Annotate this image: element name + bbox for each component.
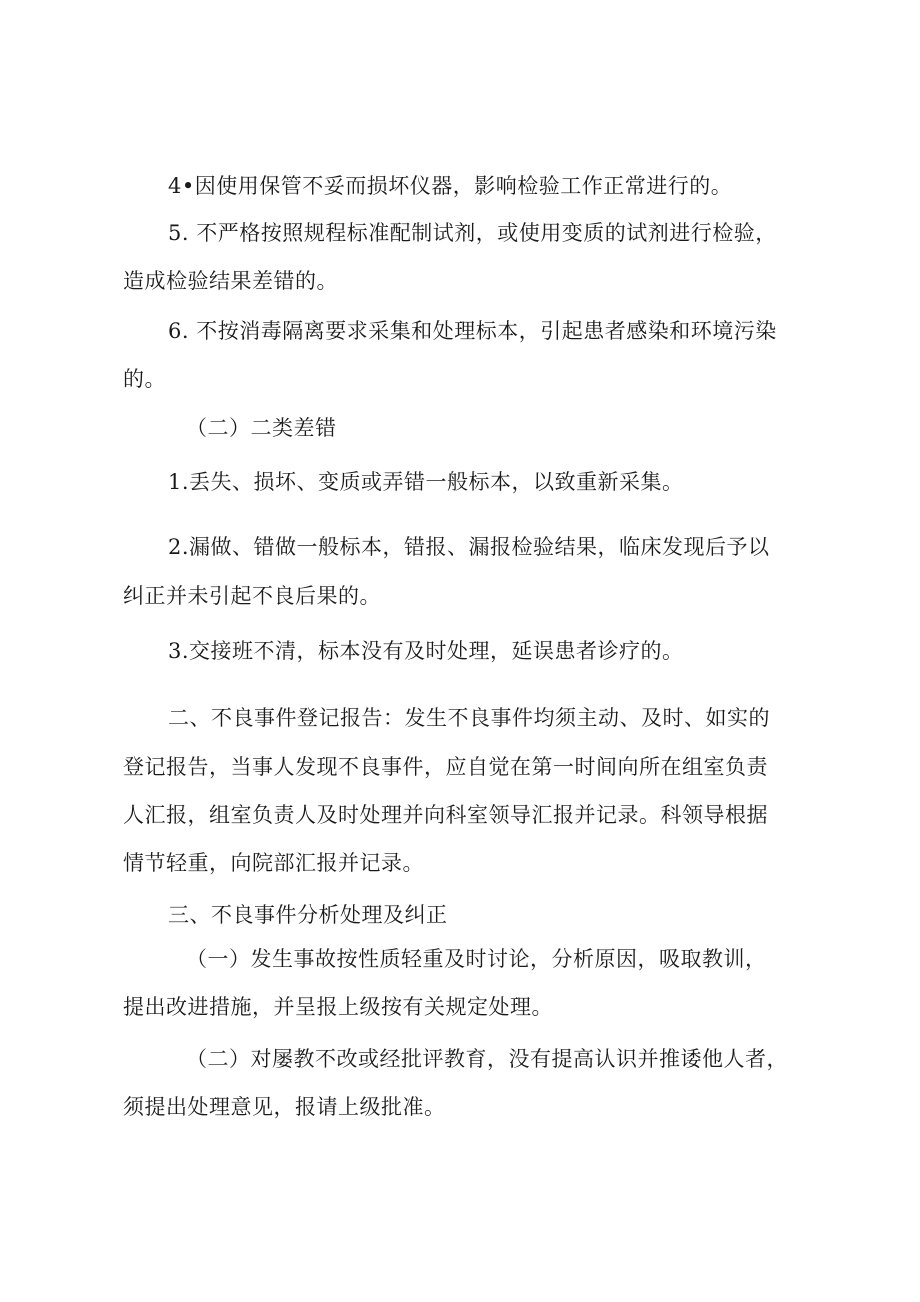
- section-two-report-cont-3: 情节轻重，向院部汇报并记录。: [123, 851, 424, 875]
- section-three-heading: 三、不良事件分析处理及纠正: [168, 903, 448, 927]
- section-three-item-1-cont: 提出改进措施，并呈报上级按有关规定处理。: [123, 995, 553, 1019]
- text-line-class-two-item-1: 1.丢失、损坏、变质或弄错一般标本，以致重新采集。: [168, 470, 684, 494]
- section-heading-class-two: （二）二类差错: [186, 416, 337, 440]
- section-two-report-cont-2: 人汇报，组室负责人及时处理并向科室领导汇报并记录。科领导根据: [123, 803, 768, 827]
- section-three-item-1: （一）发生事故按性质轻重及时讨论，分析原因，吸取教训，: [186, 947, 767, 971]
- section-two-report: 二、不良事件登记报告：发生不良事件均须主动、及时、如实的: [168, 706, 770, 730]
- text-line-item-6-cont: 的。: [123, 367, 166, 391]
- text-line-item-5-cont: 造成检验结果差错的。: [123, 269, 338, 293]
- section-two-report-cont-1: 登记报告，当事人发现不良事件，应自觉在第一时间向所在组室负责: [123, 755, 768, 779]
- section-three-item-2-cont: 须提出处理意见，报请上级批准。: [123, 1095, 446, 1119]
- text-line-class-two-item-2-cont: 纠正并未引起不良后果的。: [123, 584, 381, 608]
- text-line-item-6: 6. 不按消毒隔离要求采集和处理标本，引起患者感染和环境污染: [168, 319, 777, 343]
- section-three-item-2: （二）对屡教不改或经批评教育，没有提高认识并推诿他人者，: [186, 1047, 788, 1071]
- text-line-item-5: 5. 不严格按照规程标准配制试剂，或使用变质的试剂进行检验，: [168, 221, 777, 245]
- text-line-item-4: 4•因使用保管不妥而损坏仪器，影响检验工作正常进行的。: [168, 174, 733, 198]
- text-line-class-two-item-2: 2.漏做、错做一般标本，错报、漏报检验结果，临床发现后予以: [168, 535, 770, 559]
- text-line-class-two-item-3: 3.交接班不清，标本没有及时处理，延误患者诊疗的。: [168, 639, 684, 663]
